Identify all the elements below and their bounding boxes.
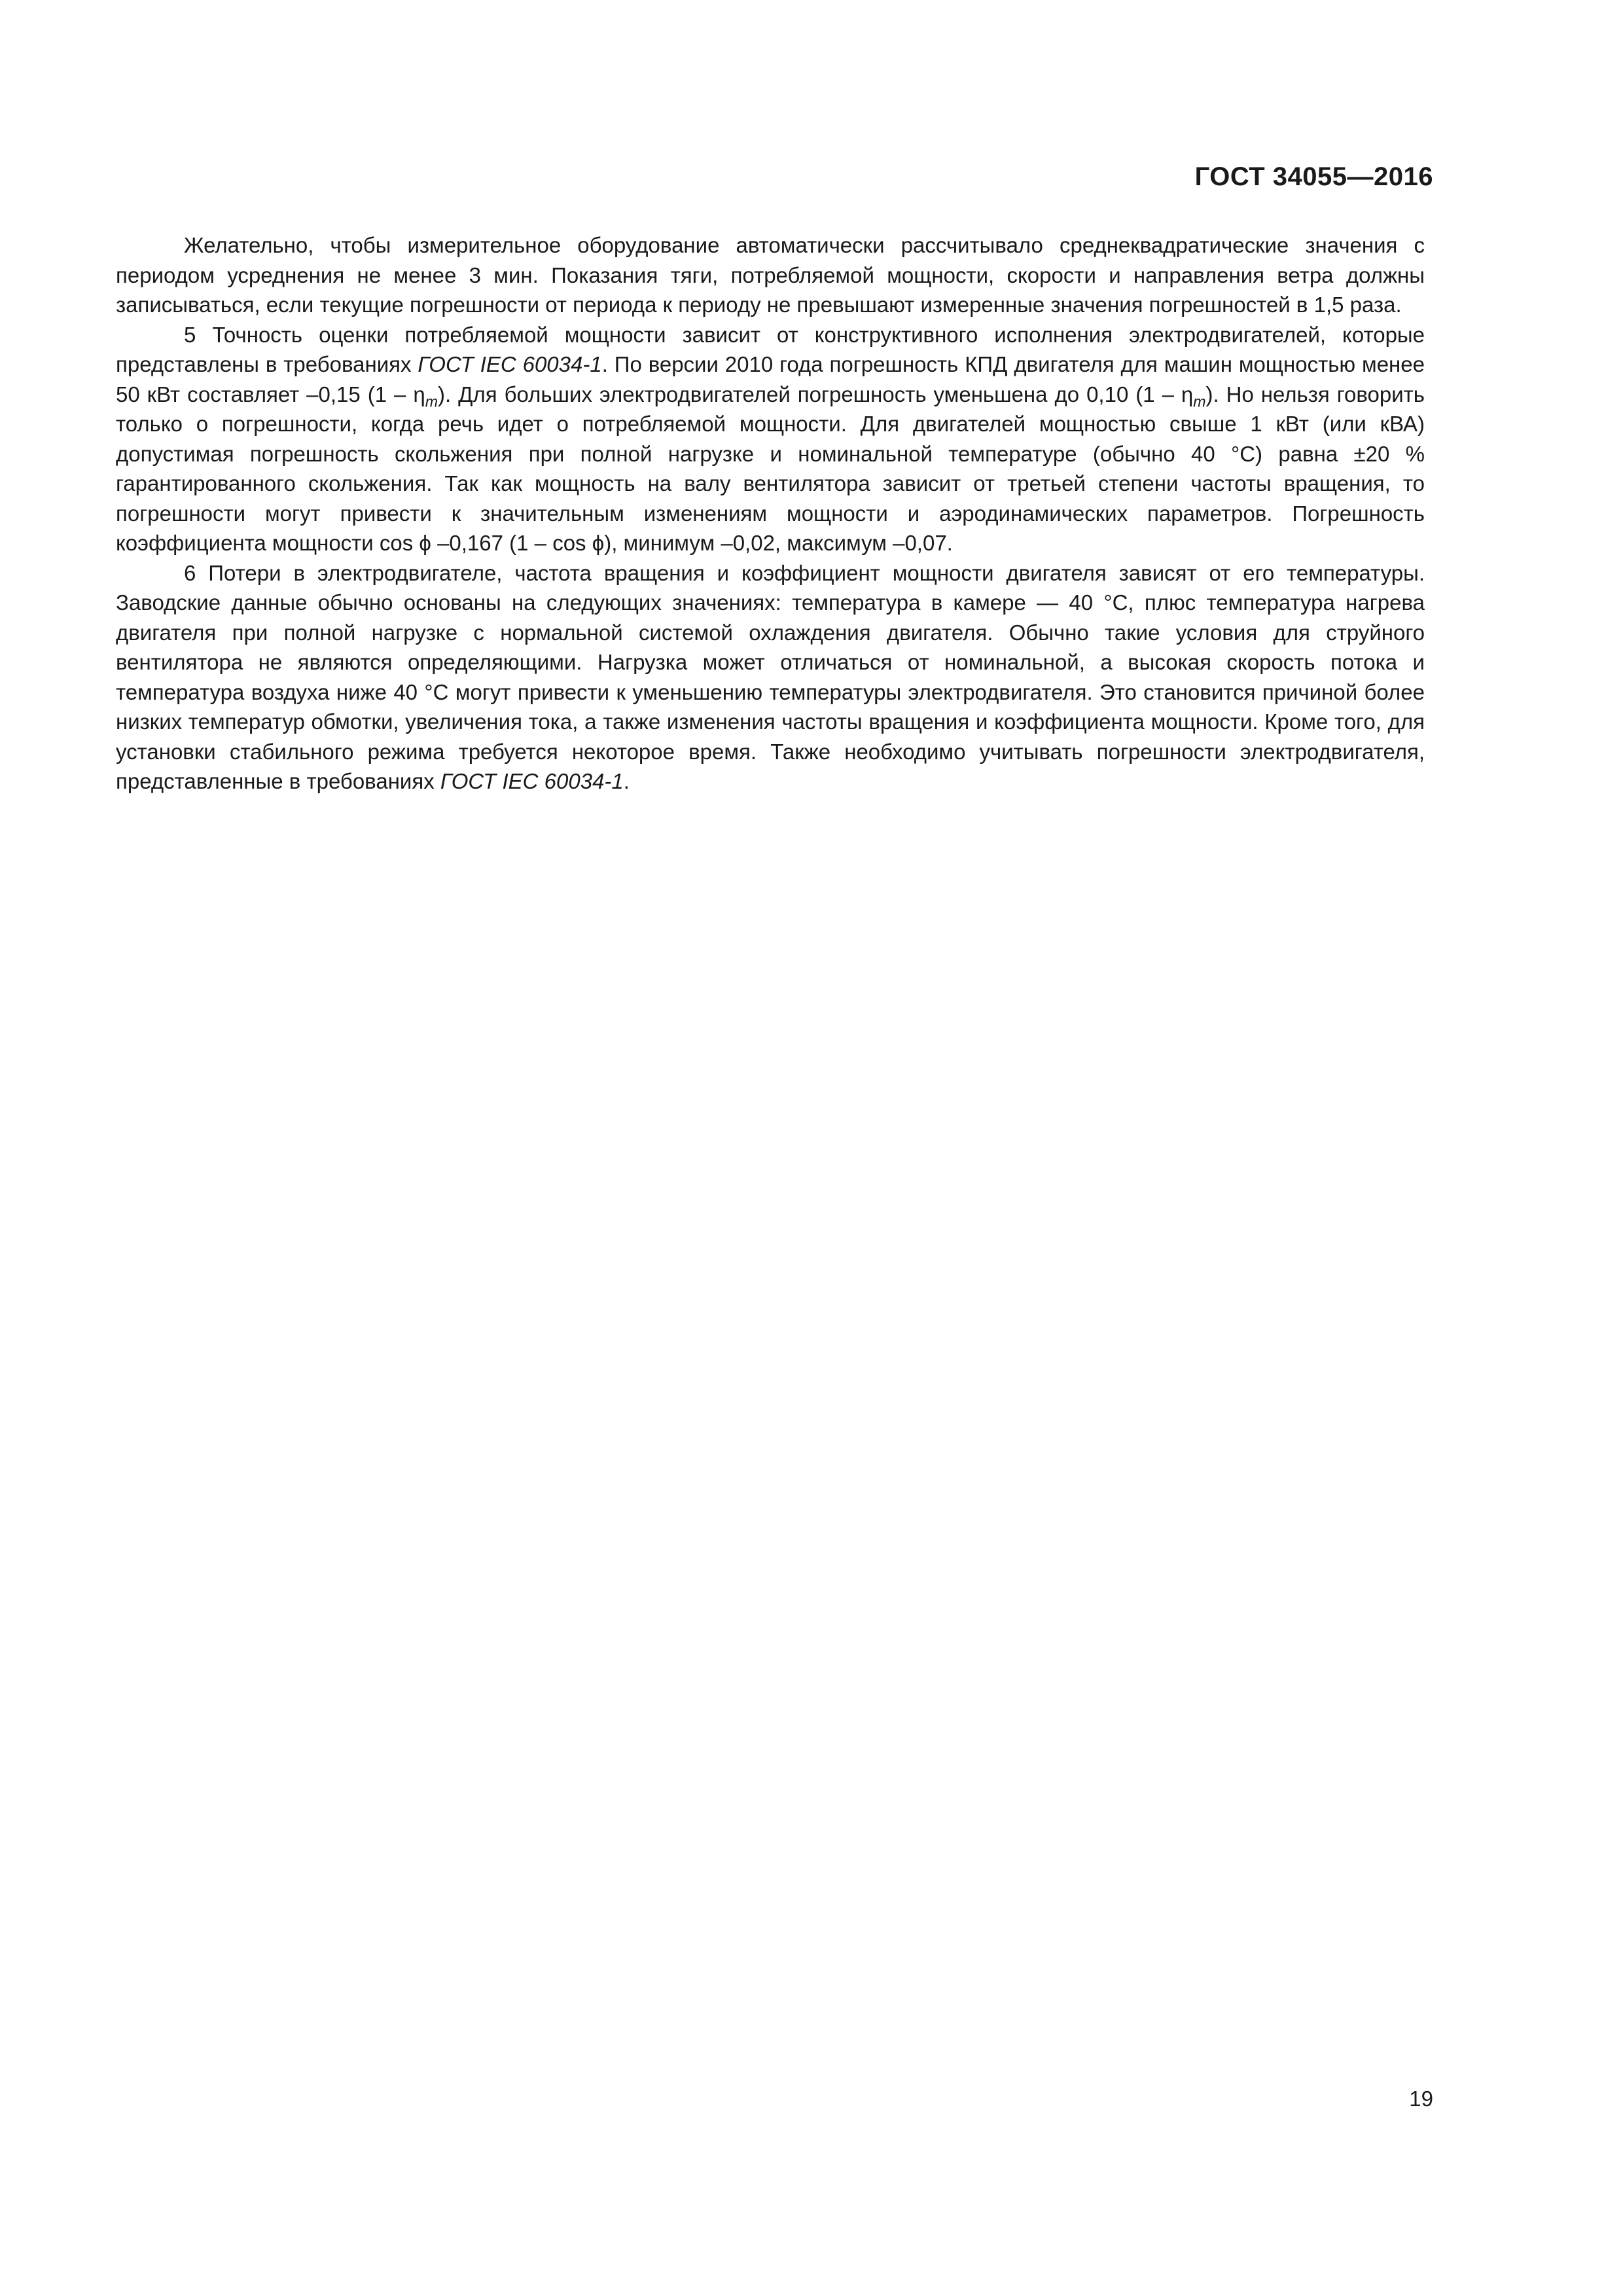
text-fragment: ). Для больших электродвигателей погрешность уменьшена до 0,10 (1 – η [437,382,1194,406]
standard-reference: ГОСТ IEC 60034-1 [440,769,624,793]
document-header: ГОСТ 34055—2016 [1194,162,1433,191]
page-number: 19 [1409,2087,1433,2111]
paragraph-5-power-accuracy [116,320,1425,558]
subscript: m [1193,393,1206,410]
document-body [116,230,1425,797]
text-fragment: . По версии 2010 года погрешность КПД двигателя для машин мощностью менее 50 кВт составляет –0,15 (1 – η [116,352,1425,406]
text-fragment: 5 Точность оценки потребляемой мощности зависит от конструктивного исполнения электродвигателей, которые представлены в требованиях [116,322,1425,376]
standard-reference: ГОСТ IEC 60034-1 [418,352,602,376]
paragraph-measurement: Желательно, чтобы измерительное оборудование автоматически рассчитывало среднеквадратические значения с периодом усреднения не менее 3 мин. Показания тяги, потребляемой мощности, скорости и направления ветра должны записываться, если текущие погрешности от периода к периоду не превышают измеренные значения погрешностей в 1,5 раза. [116,233,1425,317]
text-fragment: ). Но нельзя говорить только о погрешности, когда речь идет о потребляемой мощности. Для двигателей мощностью свыше 1 кВт (или кВА) допустимая погрешность скольжения при полной нагрузке и номинальной температуре (обычно 40 °С) равна ±20 % гарантированного скольжения. Так как мощность на валу вентилятора зависит от третьей степени частоты вращения, то погрешности могут привести к значительным изменениям мощности и аэродинамических параметров. Погрешность коэффициента мощности cos ϕ –0,167 (1 – cos ϕ), минимум –0,02, максимум –0,07. [116,382,1425,555]
text-fragment: 6 Потери в электродвигателе, частота вращения и коэффициент мощности двигателя зависят от его температуры. Заводские данные обычно основаны на следующих значениях: температура в камере — 40 °С, плюс температура нагрева двигателя при полной нагрузке с нормальной системой охлаждения двигателя. Обычно такие условия для струйного вентилятора не являются определяющими. Нагрузка может отличаться от номинальной, а высокая скорость потока и температура воздуха ниже 40 °С могут привести к уменьшению температуры электродвигателя. Это становится причиной более низких температур обмотки, увеличения тока, а также изменения частоты вращения и коэффициента мощности. Кроме того, для установки стабильного режима требуется некоторое время. Также необходимо учитывать погрешности электродвигателя, представленные в требованиях [116,560,1425,793]
subscript: m [425,393,438,410]
paragraph-6-motor-losses [116,558,1425,797]
text-fragment: . [623,769,630,793]
